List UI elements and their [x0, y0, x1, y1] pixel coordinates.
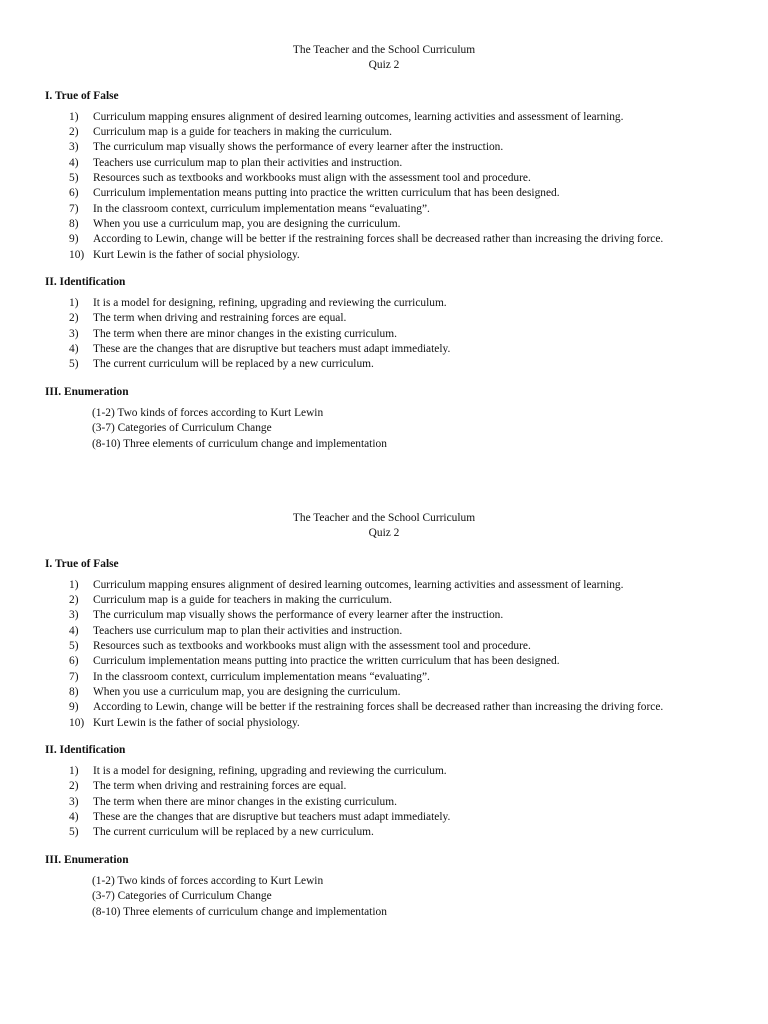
item-number: 4) — [69, 624, 79, 637]
list-item — [0, 639, 768, 654]
item-number: 10) — [69, 248, 85, 261]
item-number: 2) — [69, 780, 79, 793]
item-number: 8) — [69, 685, 79, 698]
item-text: The current curriculum will be replaced by a new curriculum. — [93, 358, 374, 371]
list-item — [0, 624, 768, 639]
true-or-false-list — [0, 578, 768, 731]
item-number: 1) — [69, 110, 79, 123]
enumeration-list — [0, 874, 768, 920]
list-item — [0, 327, 768, 342]
item-text: When you use a curriculum map, you are designing the curriculum. — [93, 685, 401, 698]
list-item — [0, 125, 768, 140]
item-number: 3) — [69, 795, 79, 808]
item-text: It is a model for designing, refining, upgrading and reviewing the curriculum. — [93, 297, 447, 310]
item-number: 4) — [69, 811, 79, 824]
section-heading-identification: II. Identification — [45, 275, 126, 288]
item-text: These are the changes that are disruptive but teachers must adapt immediately. — [93, 343, 451, 356]
list-item — [0, 110, 768, 125]
section-heading-identification: II. Identification — [45, 743, 126, 756]
item-text: In the classroom context, curriculum implementation means “evaluating”. — [93, 202, 430, 215]
section-heading-true-or-false: I. True of False — [45, 557, 119, 570]
item-number: 2) — [69, 126, 79, 139]
item-text: Kurt Lewin is the father of social physiology. — [93, 248, 300, 261]
item-number: 7) — [69, 670, 79, 683]
item-text: Resources such as textbooks and workbooks must align with the assessment tool and procedure. — [93, 640, 531, 653]
list-item — [0, 296, 768, 311]
list-item — [0, 578, 768, 593]
item-text: Curriculum mapping ensures alignment of desired learning outcomes, learning activities and assessment of learning. — [93, 578, 624, 591]
list-item — [0, 248, 768, 263]
item-text: The curriculum map visually shows the performance of every learner after the instruction. — [93, 141, 504, 154]
list-item — [0, 186, 768, 201]
quiz-number: Quiz 2 — [368, 527, 400, 540]
item-number: 10) — [69, 716, 85, 729]
item-number: 5) — [69, 826, 79, 839]
list-item — [0, 342, 768, 357]
item-number: 5) — [69, 358, 79, 371]
list-item — [0, 685, 768, 700]
item-number: 8) — [69, 217, 79, 230]
list-item — [0, 171, 768, 186]
list-item — [0, 700, 768, 715]
item-number: 2) — [69, 594, 79, 607]
item-number: 4) — [69, 343, 79, 356]
item-number: 6) — [69, 187, 79, 200]
quiz-header — [0, 511, 768, 542]
list-item — [0, 764, 768, 779]
item-number: 6) — [69, 655, 79, 668]
item-text: Curriculum mapping ensures alignment of desired learning outcomes, learning activities and assessment of learning. — [93, 110, 624, 123]
item-number: 1) — [69, 578, 79, 591]
list-item — [0, 232, 768, 247]
section-heading-true-or-false: I. True of False — [45, 89, 119, 102]
item-number: 1) — [69, 765, 79, 778]
item-number: 1) — [69, 297, 79, 310]
section-heading-enumeration: III. Enumeration — [45, 385, 129, 398]
quiz-number: Quiz 2 — [368, 59, 400, 72]
item-number: 4) — [69, 156, 79, 169]
item-text: Curriculum map is a guide for teachers in making the curriculum. — [93, 594, 392, 607]
item-text: The term when there are minor changes in the existing curriculum. — [93, 795, 397, 808]
item-number: 9) — [69, 701, 79, 714]
list-item — [0, 716, 768, 731]
item-text: According to Lewin, change will be better if the restraining forces shall be decreased rather than increasing the driving force. — [93, 701, 664, 714]
item-text: Teachers use curriculum map to plan their activities and instruction. — [93, 624, 403, 637]
item-text: The curriculum map visually shows the performance of every learner after the instruction. — [93, 609, 504, 622]
list-item — [0, 357, 768, 372]
item-number: 5) — [69, 172, 79, 185]
list-item — [0, 608, 768, 623]
item-number: 3) — [69, 327, 79, 340]
list-item — [0, 217, 768, 232]
list-item: (3-7) Categories of Curriculum Change — [92, 422, 272, 435]
item-text: It is a model for designing, refining, upgrading and reviewing the curriculum. — [93, 765, 447, 778]
list-item: (3-7) Categories of Curriculum Change — [92, 890, 272, 903]
enumeration-list — [0, 406, 768, 452]
item-text: The term when driving and restraining forces are equal. — [93, 312, 347, 325]
item-text: Curriculum map is a guide for teachers in making the curriculum. — [93, 126, 392, 139]
item-text: Curriculum implementation means putting into practice the written curriculum that has been designed. — [93, 187, 560, 200]
list-item: (8-10) Three elements of curriculum change and implementation — [92, 437, 387, 450]
item-number: 7) — [69, 202, 79, 215]
document-title: The Teacher and the School Curriculum — [292, 44, 476, 56]
list-item: (8-10) Three elements of curriculum change and implementation — [92, 905, 387, 918]
item-number: 3) — [69, 609, 79, 622]
list-item — [0, 140, 768, 155]
item-text: The term when driving and restraining forces are equal. — [93, 780, 347, 793]
quiz-header — [0, 43, 768, 74]
item-text: According to Lewin, change will be better if the restraining forces shall be decreased rather than increasing the driving force. — [93, 233, 664, 246]
list-item: (1-2) Two kinds of forces according to Kurt Lewin — [92, 874, 324, 887]
quiz-copy-1 — [0, 43, 768, 452]
item-text: The term when there are minor changes in the existing curriculum. — [93, 327, 397, 340]
true-or-false-list — [0, 110, 768, 263]
identification-list — [0, 764, 768, 840]
list-item — [0, 779, 768, 794]
list-item — [0, 593, 768, 608]
item-number: 2) — [69, 312, 79, 325]
item-text: Curriculum implementation means putting into practice the written curriculum that has been designed. — [93, 655, 560, 668]
item-text: These are the changes that are disruptive but teachers must adapt immediately. — [93, 811, 451, 824]
list-item — [0, 825, 768, 840]
list-item — [0, 156, 768, 171]
item-text: In the classroom context, curriculum implementation means “evaluating”. — [93, 670, 430, 683]
item-text: Resources such as textbooks and workbooks must align with the assessment tool and procedure. — [93, 172, 531, 185]
list-item — [0, 795, 768, 810]
item-text: When you use a curriculum map, you are designing the curriculum. — [93, 217, 401, 230]
list-item — [0, 810, 768, 825]
list-item — [0, 202, 768, 217]
item-text: The current curriculum will be replaced by a new curriculum. — [93, 826, 374, 839]
quiz-copy-2 — [0, 511, 768, 920]
item-text: Teachers use curriculum map to plan their activities and instruction. — [93, 156, 403, 169]
item-number: 3) — [69, 141, 79, 154]
document-title: The Teacher and the School Curriculum — [292, 512, 476, 524]
identification-list — [0, 296, 768, 372]
list-item: (1-2) Two kinds of forces according to Kurt Lewin — [92, 406, 324, 419]
list-item — [0, 670, 768, 685]
section-heading-enumeration: III. Enumeration — [45, 853, 129, 866]
item-number: 9) — [69, 233, 79, 246]
list-item — [0, 654, 768, 669]
list-item — [0, 311, 768, 326]
item-number: 5) — [69, 640, 79, 653]
item-text: Kurt Lewin is the father of social physiology. — [93, 716, 300, 729]
